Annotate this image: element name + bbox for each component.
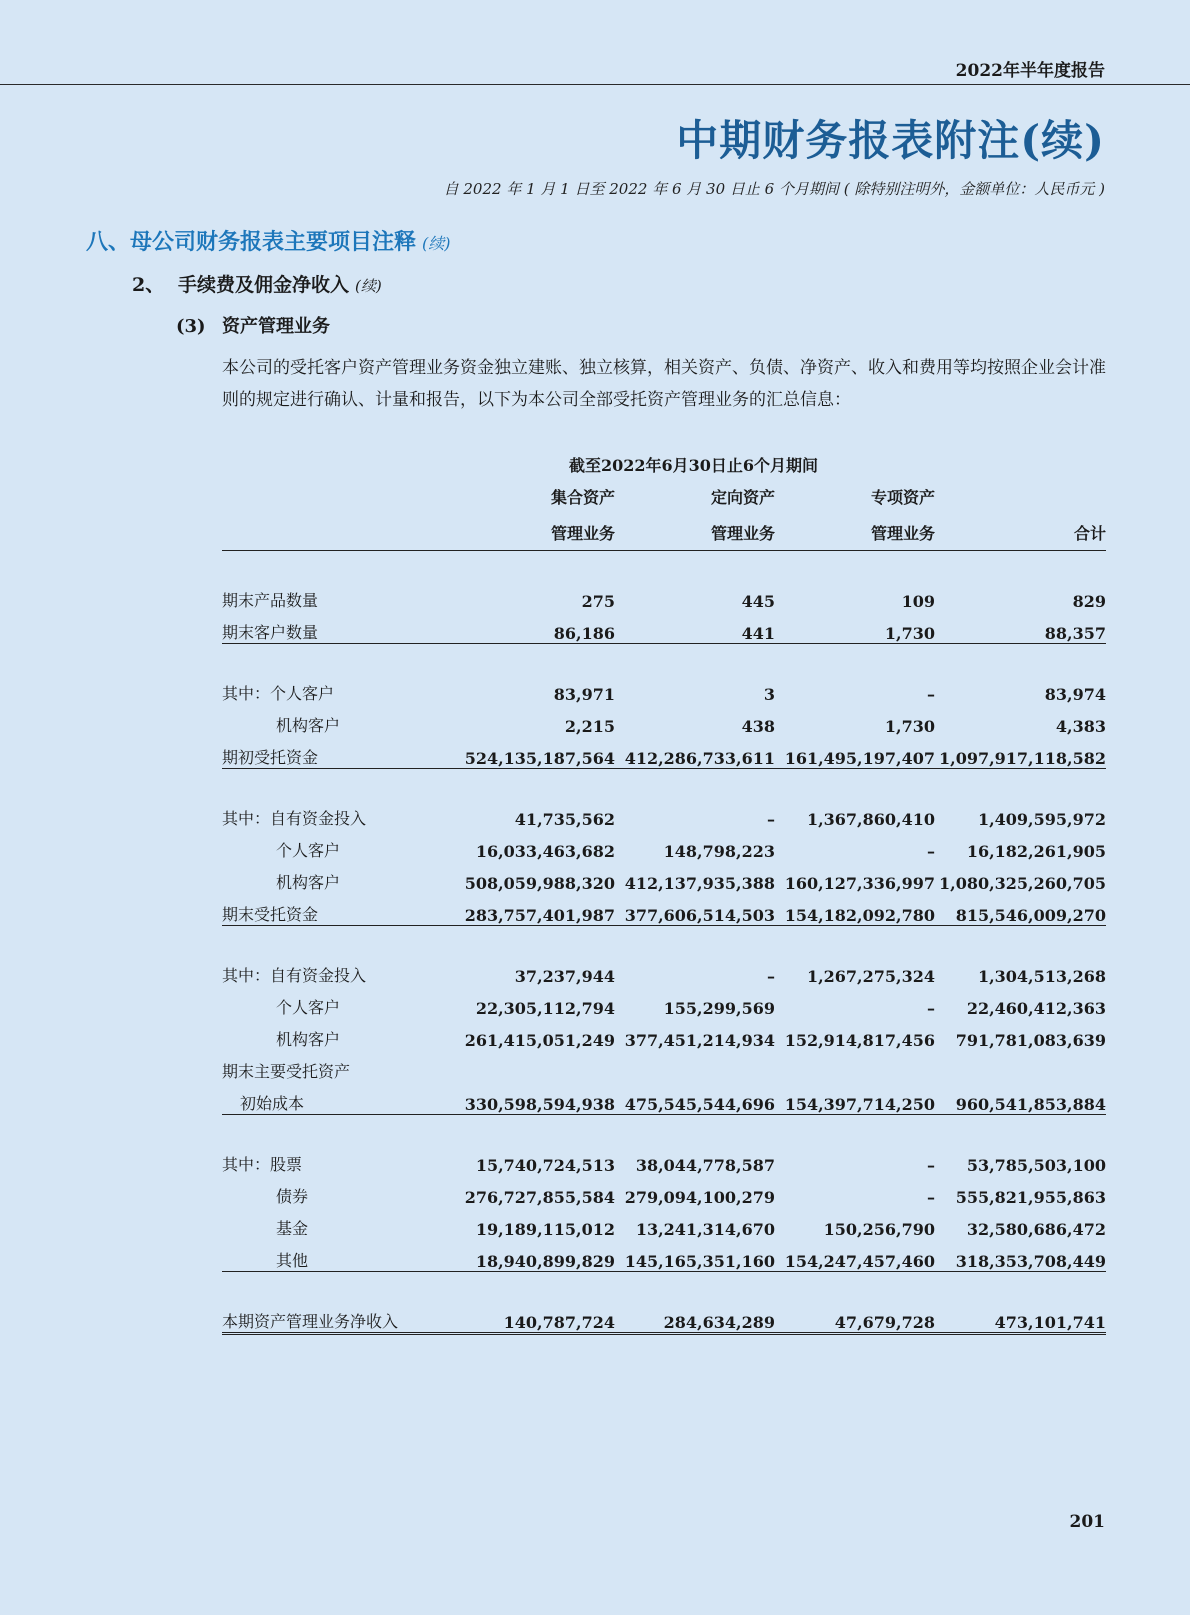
- cell: 1,267,275,324: [806, 967, 935, 986]
- cell: 377,606,514,503: [615, 893, 775, 926]
- row-label: 基金: [276, 1219, 309, 1238]
- cell: 1,080,325,260,705: [938, 874, 1106, 893]
- table-row: [222, 611, 1106, 644]
- cell: 53,785,503,100: [966, 1156, 1106, 1175]
- col-header: 定向资产: [710, 488, 775, 507]
- cell: 475,545,544,696: [615, 1082, 775, 1115]
- table-row: [222, 893, 1106, 926]
- row-label: 机构客户: [276, 716, 341, 735]
- section-cont: (续): [422, 234, 451, 253]
- cell: 441: [615, 611, 775, 644]
- subsubsection-number: (3): [176, 316, 206, 337]
- subsection-heading: [132, 270, 382, 297]
- subsubsection-text: 资产管理业务: [222, 316, 330, 337]
- cell: 1,730: [884, 717, 935, 736]
- cell: 154,182,092,780: [775, 893, 935, 926]
- cell: –: [767, 967, 775, 986]
- row-label: 个人客户: [276, 841, 341, 860]
- cell: 284,634,289: [615, 1300, 775, 1334]
- cell: 555,821,955,863: [955, 1188, 1106, 1207]
- cell: 4,383: [1055, 717, 1106, 736]
- section-heading: [86, 225, 451, 256]
- cell: 318,353,708,449: [935, 1239, 1106, 1272]
- row-label: 本期资产管理业务净收入: [222, 1300, 452, 1334]
- cell: –: [767, 810, 775, 829]
- cell: 22,305,112,794: [475, 999, 615, 1018]
- row-label: 期初受托资金: [222, 736, 452, 769]
- table-header-row-2: [222, 508, 1106, 551]
- cell: 445: [741, 592, 775, 611]
- cell: –: [927, 999, 935, 1018]
- table-row: [222, 1300, 1106, 1334]
- cell: 83,974: [1044, 685, 1106, 704]
- cell: 1,367,860,410: [806, 810, 935, 829]
- row-label: 其中：自有资金投入: [222, 966, 367, 985]
- intro-paragraph: 本公司的受托客户资产管理业务资金独立建账、独立核算，相关资产、负债、净资产、收入和费用等均按照企业会计准则的规定进行确认、计量和报告，以下为本公司全部受托资产管理业务的汇总信息：: [222, 358, 1106, 410]
- cell: 154,247,457,460: [775, 1239, 935, 1272]
- row-label: 初始成本: [222, 1082, 452, 1115]
- cell: 145,165,351,160: [615, 1239, 775, 1272]
- table-header-row-1: [222, 476, 1106, 508]
- row-label: 个人客户: [276, 998, 341, 1017]
- cell: 1,097,917,118,582: [935, 736, 1106, 769]
- row-label: 其他: [222, 1239, 452, 1272]
- subsubsection-heading: [176, 312, 330, 338]
- col-header: 管理业务: [775, 508, 935, 551]
- cell: 140,787,724: [452, 1300, 615, 1334]
- col-header: 集合资产: [550, 488, 615, 507]
- col-header: 管理业务: [615, 508, 775, 551]
- cell: 473,101,741: [935, 1300, 1106, 1334]
- table-row: [222, 736, 1106, 769]
- cell: 1,730: [775, 611, 935, 644]
- cell: –: [927, 1188, 935, 1207]
- col-header: 专项资产: [870, 488, 935, 507]
- cell: 377,451,214,934: [624, 1031, 775, 1050]
- cell: 1,304,513,268: [977, 967, 1106, 986]
- table-row: [222, 1143, 1106, 1175]
- cell: 16,033,463,682: [475, 842, 615, 861]
- subsection-text: 手续费及佣金净收入: [178, 274, 350, 296]
- cell: 32,580,686,472: [966, 1220, 1106, 1239]
- cell: 279,094,100,279: [624, 1188, 775, 1207]
- section-heading-text: 八、母公司财务报表主要项目注释: [86, 229, 417, 255]
- cell: 37,237,944: [514, 967, 615, 986]
- cell: 155,299,569: [663, 999, 775, 1018]
- cell: 88,357: [935, 611, 1106, 644]
- row-label: 机构客户: [276, 873, 341, 892]
- table-row: [222, 1207, 1106, 1239]
- cell: 161,495,197,407: [775, 736, 935, 769]
- row-label: 其中：自有资金投入: [222, 809, 367, 828]
- cell: 19,189,115,012: [475, 1220, 615, 1239]
- cell: 330,598,594,938: [452, 1082, 615, 1115]
- cell: 1,409,595,972: [977, 810, 1106, 829]
- cell: 524,135,187,564: [452, 736, 615, 769]
- row-label: 机构客户: [276, 1030, 341, 1049]
- page-number: 201: [1069, 1512, 1105, 1532]
- cell: 83,971: [553, 685, 615, 704]
- cell: 18,940,899,829: [452, 1239, 615, 1272]
- period-note: 自 2022 年 1 月 1 日至 2022 年 6 月 30 日止 6 个月期间 ( 除特别注明外，金额单位：人民币元 ): [443, 180, 1105, 198]
- cell: 508,059,988,320: [464, 874, 615, 893]
- cell: 148,798,223: [663, 842, 775, 861]
- cell: 109: [901, 592, 935, 611]
- row-label: 期末产品数量: [222, 591, 319, 610]
- page-title: 中期财务报表附注(续): [676, 116, 1105, 165]
- cell: 22,460,412,363: [966, 999, 1106, 1018]
- cell: 829: [1072, 592, 1106, 611]
- cell: 276,727,855,584: [464, 1188, 615, 1207]
- cell: 16,182,261,905: [966, 842, 1106, 861]
- table-row: [222, 1239, 1106, 1272]
- cell: 150,256,790: [823, 1220, 935, 1239]
- cell: 160,127,336,997: [784, 874, 935, 893]
- table-row: [222, 954, 1106, 986]
- col-header: [935, 476, 1106, 508]
- cell: 2,215: [564, 717, 615, 736]
- row-label: 期末客户数量: [222, 611, 452, 644]
- cell: 3: [763, 685, 775, 704]
- row-label: 债券: [276, 1187, 309, 1206]
- table-row: [222, 829, 1106, 861]
- table-row: [222, 704, 1106, 736]
- table-row: [222, 1050, 1106, 1082]
- header-rule: [0, 84, 1190, 85]
- table-row: [222, 1082, 1106, 1115]
- table-row: [222, 1018, 1106, 1050]
- cell: 960,541,853,884: [935, 1082, 1106, 1115]
- table-row: [222, 1175, 1106, 1207]
- table-row: [222, 579, 1106, 611]
- subsection-number: 2、: [132, 274, 165, 296]
- table-row: [222, 861, 1106, 893]
- cell: 261,415,051,249: [464, 1031, 615, 1050]
- cell: 38,044,778,587: [635, 1156, 775, 1175]
- col-header: 管理业务: [452, 508, 615, 551]
- cell: 154,397,714,250: [775, 1082, 935, 1115]
- asset-management-table: [222, 444, 1106, 1335]
- table-row: [222, 797, 1106, 829]
- cell: –: [927, 842, 935, 861]
- cell: 41,735,562: [514, 810, 615, 829]
- row-label: 期末主要受托资产: [222, 1062, 351, 1081]
- row-label: 期末受托资金: [222, 893, 452, 926]
- table-period-header-row: [222, 444, 1106, 476]
- cell: 412,137,935,388: [624, 874, 775, 893]
- cell: 15,740,724,513: [475, 1156, 615, 1175]
- cell: 412,286,733,611: [615, 736, 775, 769]
- cell: 86,186: [452, 611, 615, 644]
- cell: 815,546,009,270: [935, 893, 1106, 926]
- cell: –: [927, 685, 935, 704]
- table-row: [222, 672, 1106, 704]
- cell: 438: [741, 717, 775, 736]
- period-header: 截至2022年6月30日止6个月期间: [568, 456, 819, 475]
- cell: 152,914,817,456: [784, 1031, 935, 1050]
- col-header: 合计: [935, 508, 1106, 551]
- cell: 13,241,314,670: [635, 1220, 775, 1239]
- subsection-cont: (续): [355, 277, 382, 295]
- row-label: 其中：个人客户: [222, 684, 335, 703]
- row-label: 其中：股票: [222, 1155, 303, 1174]
- table-row: [222, 986, 1106, 1018]
- cell: 47,679,728: [775, 1300, 935, 1334]
- cell: 283,757,401,987: [452, 893, 615, 926]
- cell: –: [927, 1156, 935, 1175]
- cell: 791,781,083,639: [955, 1031, 1106, 1050]
- cell: 275: [581, 592, 615, 611]
- report-title: 2022年半年度报告: [955, 61, 1105, 81]
